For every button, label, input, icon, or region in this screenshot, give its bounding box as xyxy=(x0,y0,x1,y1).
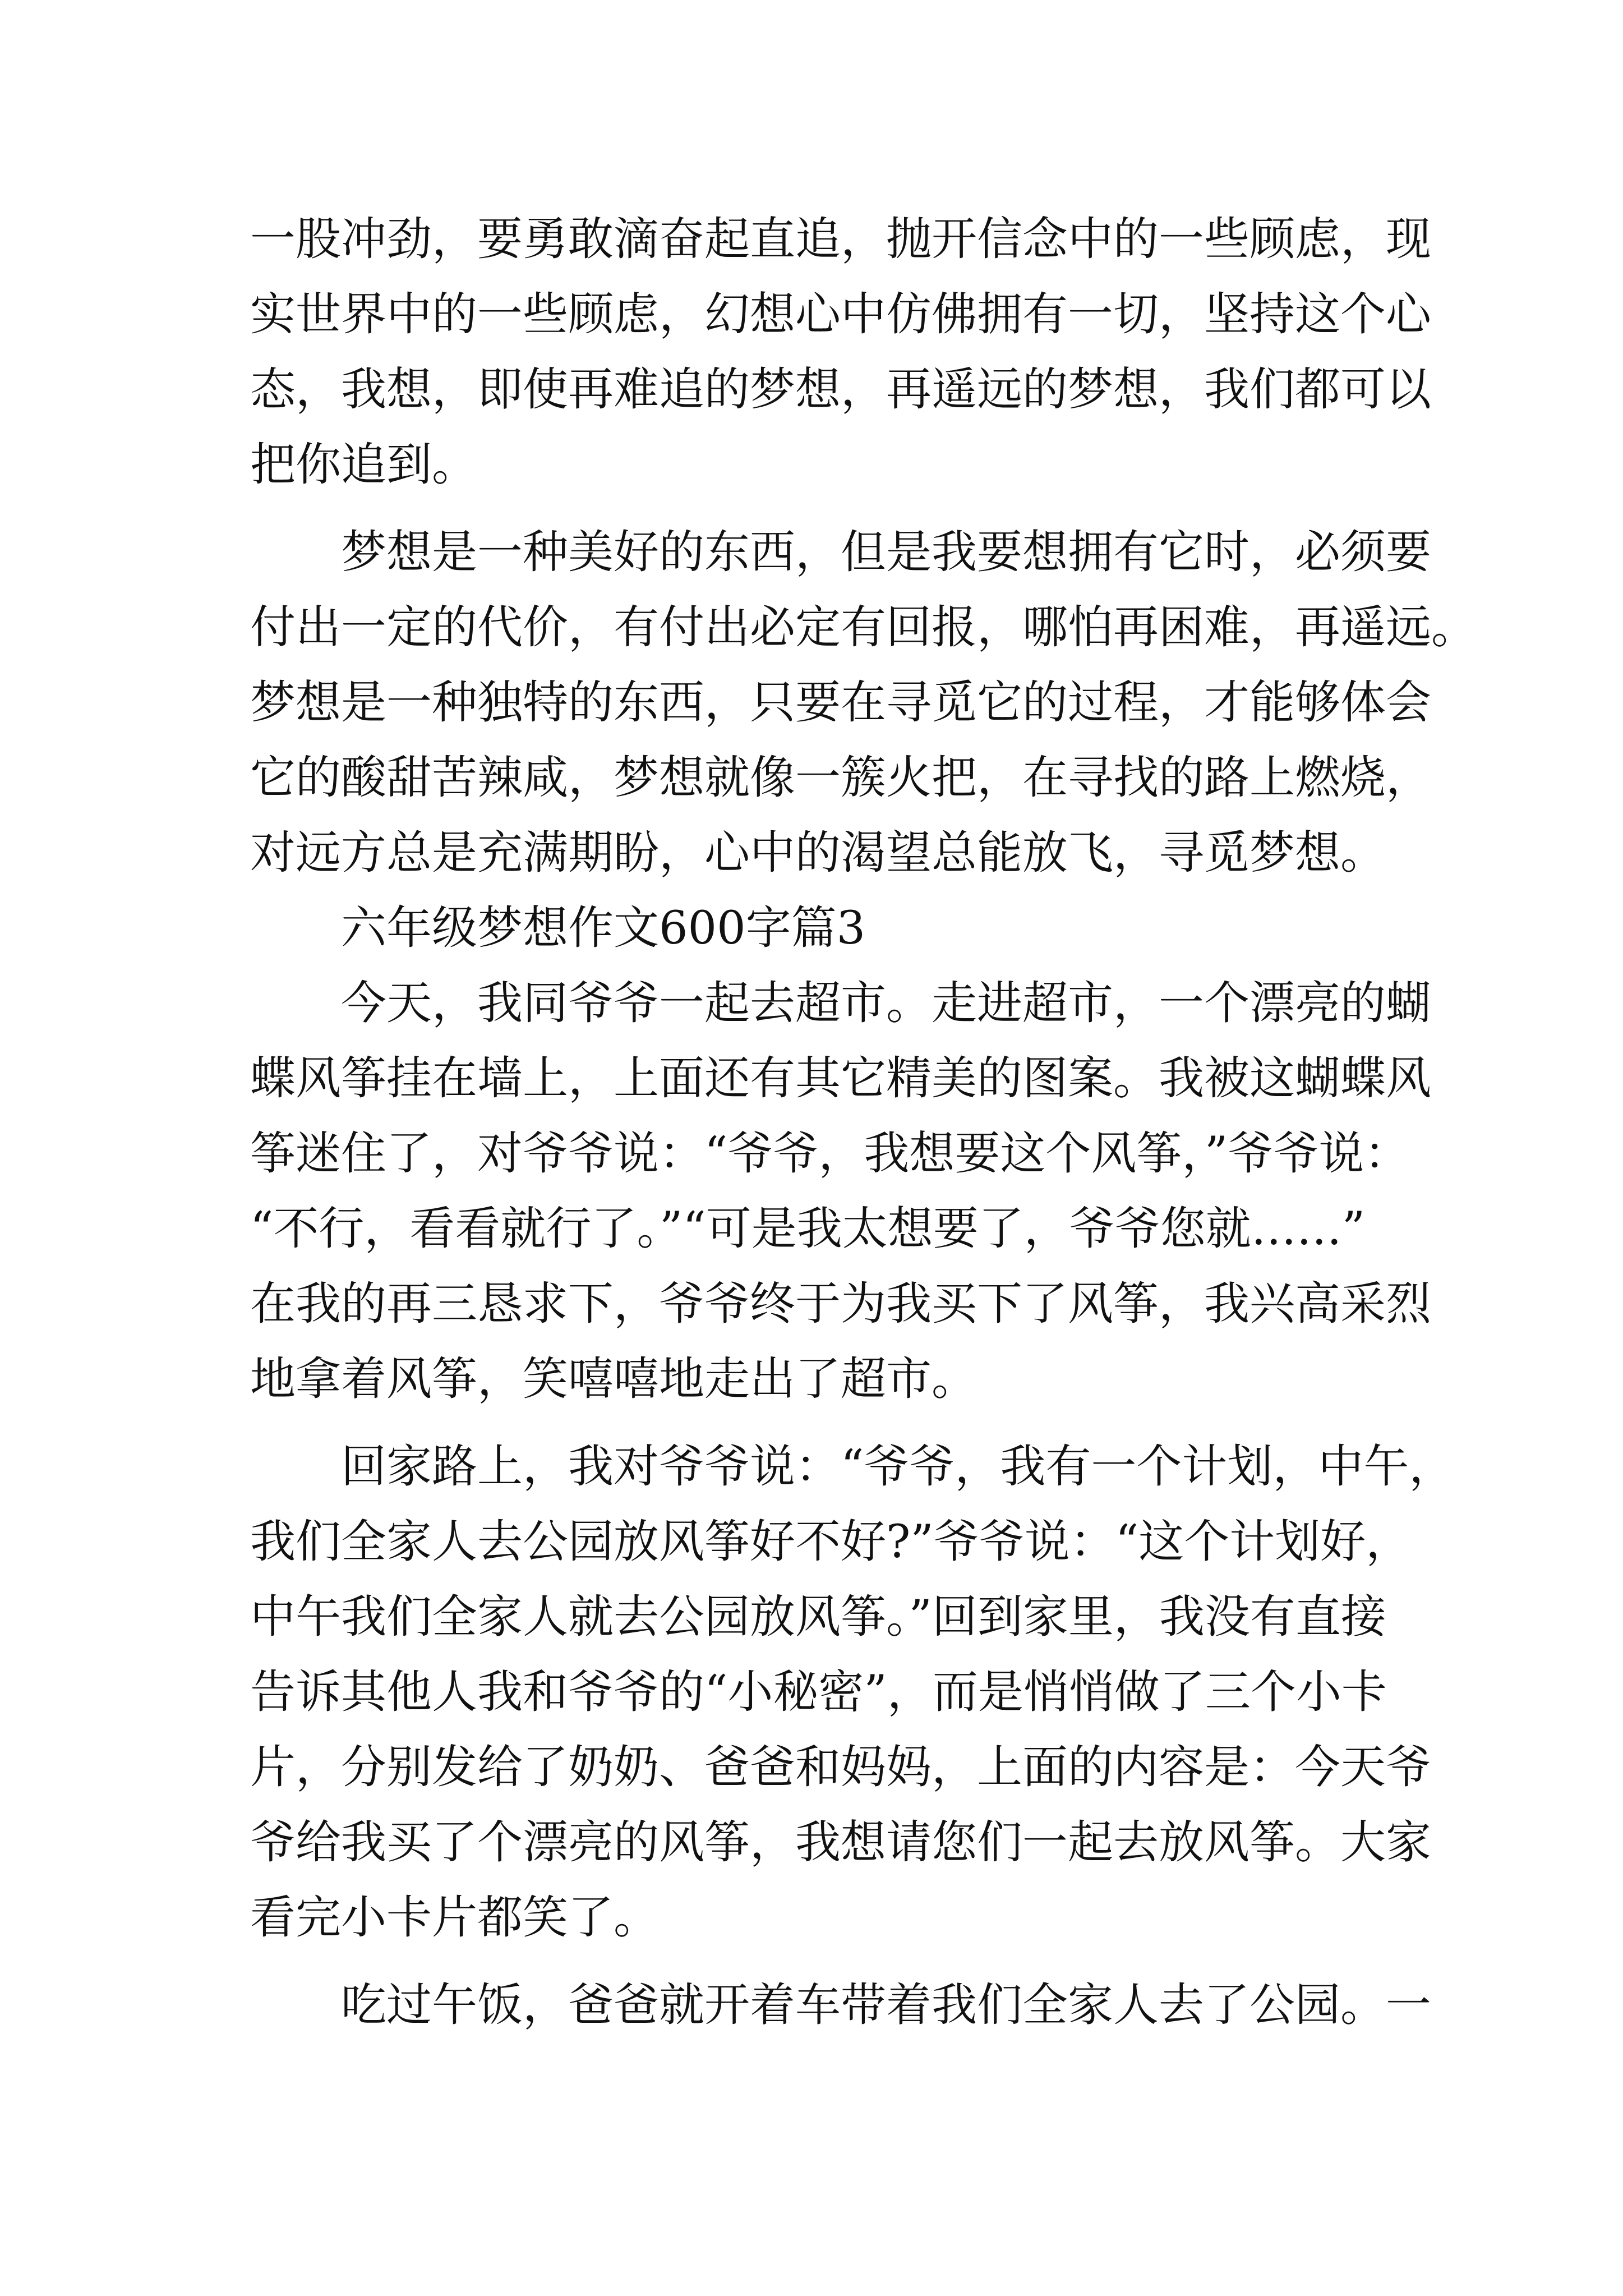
paragraph xyxy=(250,1968,1432,2043)
text-line: 它的酸甜苦辣咸，梦想就像一簇火把，在寻找的路上燃烧， xyxy=(250,752,1432,804)
text-line: 告诉其他人我和爷爷的“小秘密”，而是悄悄做了三个小卡 xyxy=(250,1666,1387,1719)
text-line: 中午我们全家人就去公园放风筝。”回到家里，我没有直接 xyxy=(250,1591,1386,1644)
text-line: 梦想是一种独特的东西，只要在寻觅它的过程，才能够体会 xyxy=(250,677,1432,729)
text-line: 今天，我同爷爷一起去超市。走进超市，一个漂亮的蝴 xyxy=(341,977,1432,1030)
text-line: 爷给我买了个漂亮的风筝，我想请您们一起去放风筝。大家 xyxy=(250,1816,1432,1869)
paragraph xyxy=(250,202,1432,503)
paragraph xyxy=(250,1429,1455,1955)
text-line: 看完小卡片都笑了。 xyxy=(250,1892,660,1944)
text-line: 片，分别发给了奶奶、爸爸和妈妈，上面的内容是：今天爷 xyxy=(250,1741,1432,1794)
text-line: 筝迷住了，对爷爷说：“爷爷，我想要这个风筝，”爷爷说： xyxy=(250,1128,1410,1180)
section-heading xyxy=(250,891,1377,966)
text-line: 一股冲劲，要勇敢滴奋起直追，抛开信念中的一些顾虑，现 xyxy=(250,213,1432,266)
text-line: 实世界中的一些顾虑，幻想心中仿佛拥有一切，坚持这个心 xyxy=(250,288,1432,341)
paragraph xyxy=(250,966,1432,1417)
paragraph xyxy=(250,515,1477,891)
text-line: 付出一定的代价，有付出必定有回报，哪怕再困难，再遥远。 xyxy=(250,601,1477,654)
text-line: 吃过午饭，爸爸就开着车带着我们全家人去了公园。一 xyxy=(341,1979,1432,2032)
text-line: 地拿着风筝，笑嘻嘻地走出了超市。 xyxy=(250,1353,978,1406)
text-line: 态，我想，即使再难追的梦想，再遥远的梦想，我们都可以 xyxy=(250,364,1432,416)
text-line: 梦想是一种美好的东西，但是我要想拥有它时，必须要 xyxy=(341,526,1432,579)
text-line: 回家路上，我对爷爷说：“爷爷，我有一个计划，中午， xyxy=(341,1441,1455,1493)
text-line: 在我的再三恳求下，爷爷终于为我买下了风筝，我兴高采烈 xyxy=(250,1278,1432,1331)
text-line: 把你追到。 xyxy=(250,439,478,491)
text-line: 我们全家人去公园放风筝好不好?”爷爷说：“这个计划好， xyxy=(250,1516,1412,1568)
document-body xyxy=(250,202,1477,2043)
text-line: 蝶风筝挂在墙上，上面还有其它精美的图案。我被这蝴蝶风 xyxy=(250,1052,1432,1105)
text-line: 对远方总是充满期盼，心中的渴望总能放飞，寻觅梦想。 xyxy=(250,827,1386,880)
heading-line: 六年级梦想作文600字篇3 xyxy=(341,902,866,955)
text-line: “不行，看看就行了。”“可是我太想要了，爷爷您就……” xyxy=(250,1203,1366,1255)
